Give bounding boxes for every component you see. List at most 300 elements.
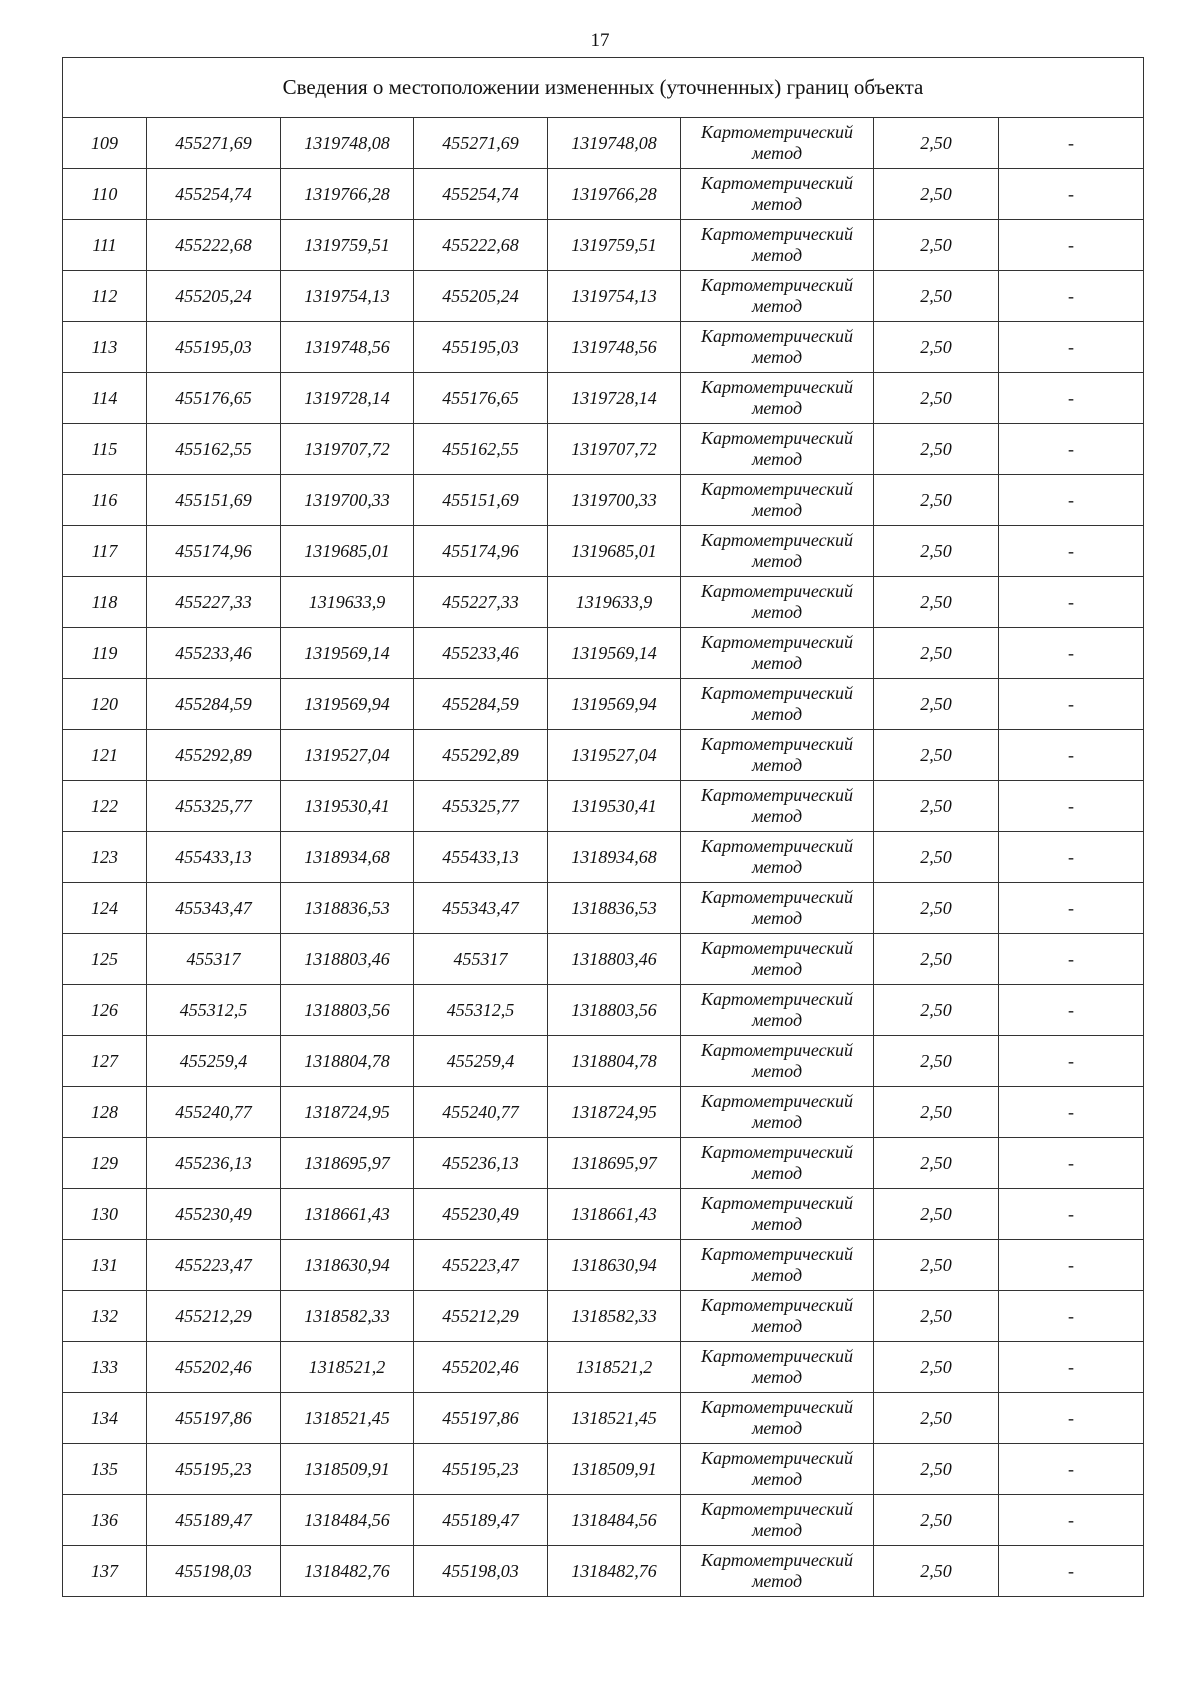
accuracy-cell: 2,50 [874, 526, 999, 577]
y-coordinate-cell: 1319700,33 [281, 475, 414, 526]
point-number-cell: 137 [63, 1546, 147, 1597]
accuracy-cell: 2,50 [874, 781, 999, 832]
table-row [63, 1189, 1144, 1240]
accuracy-cell: 2,50 [874, 1291, 999, 1342]
accuracy-cell: 2,50 [874, 1036, 999, 1087]
x-coordinate-refined-cell: 455240,77 [414, 1087, 548, 1138]
method-text: метод [751, 296, 803, 316]
y-coordinate-cell: 1318630,94 [281, 1240, 414, 1291]
x-coordinate-refined-cell: 455254,74 [414, 169, 548, 220]
x-coordinate-cell: 455202,46 [147, 1342, 281, 1393]
note-cell: - [999, 271, 1144, 322]
method-cell [681, 1342, 874, 1393]
boundary-coordinates-table [62, 57, 1144, 1597]
method-text: метод [751, 908, 803, 928]
y-coordinate-refined-cell: 1318582,33 [548, 1291, 681, 1342]
accuracy-cell: 2,50 [874, 1342, 999, 1393]
method-text: метод [751, 1367, 803, 1387]
accuracy-cell: 2,50 [874, 1546, 999, 1597]
method-text: Картометрический [700, 785, 853, 805]
method-text: Картометрический [700, 683, 853, 703]
point-number-cell: 129 [63, 1138, 147, 1189]
note-cell: - [999, 118, 1144, 169]
table-row [63, 1036, 1144, 1087]
method-text: метод [751, 500, 803, 520]
method-cell [681, 169, 874, 220]
y-coordinate-refined-cell: 1319754,13 [548, 271, 681, 322]
method-text: Картометрический [700, 581, 853, 601]
y-coordinate-cell: 1319685,01 [281, 526, 414, 577]
x-coordinate-cell: 455205,24 [147, 271, 281, 322]
point-number-cell: 111 [63, 220, 147, 271]
y-coordinate-cell: 1319569,94 [281, 679, 414, 730]
method-cell [681, 1393, 874, 1444]
table-row [63, 730, 1144, 781]
y-coordinate-cell: 1319527,04 [281, 730, 414, 781]
table-row [63, 628, 1144, 679]
accuracy-cell: 2,50 [874, 1393, 999, 1444]
table-row [63, 832, 1144, 883]
note-cell: - [999, 424, 1144, 475]
x-coordinate-refined-cell: 455151,69 [414, 475, 548, 526]
method-cell [681, 1087, 874, 1138]
x-coordinate-cell: 455230,49 [147, 1189, 281, 1240]
method-cell [681, 220, 874, 271]
method-text: метод [751, 143, 803, 163]
method-cell [681, 271, 874, 322]
point-number-cell: 126 [63, 985, 147, 1036]
y-coordinate-cell: 1319569,14 [281, 628, 414, 679]
x-coordinate-refined-cell: 455312,5 [414, 985, 548, 1036]
method-cell [681, 628, 874, 679]
method-cell [681, 424, 874, 475]
y-coordinate-refined-cell: 1319527,04 [548, 730, 681, 781]
y-coordinate-refined-cell: 1319728,14 [548, 373, 681, 424]
y-coordinate-cell: 1319759,51 [281, 220, 414, 271]
y-coordinate-cell: 1318484,56 [281, 1495, 414, 1546]
point-number-cell: 132 [63, 1291, 147, 1342]
method-cell [681, 373, 874, 424]
y-coordinate-refined-cell: 1319569,14 [548, 628, 681, 679]
method-cell [681, 526, 874, 577]
y-coordinate-cell: 1318724,95 [281, 1087, 414, 1138]
point-number-cell: 116 [63, 475, 147, 526]
method-text: метод [751, 857, 803, 877]
method-cell [681, 679, 874, 730]
accuracy-cell: 2,50 [874, 883, 999, 934]
method-text: Картометрический [700, 1550, 853, 1570]
y-coordinate-refined-cell: 1318630,94 [548, 1240, 681, 1291]
method-text: Картометрический [700, 887, 853, 907]
x-coordinate-refined-cell: 455189,47 [414, 1495, 548, 1546]
accuracy-cell: 2,50 [874, 577, 999, 628]
note-cell: - [999, 1240, 1144, 1291]
note-cell: - [999, 679, 1144, 730]
point-number-cell: 118 [63, 577, 147, 628]
method-text: метод [751, 959, 803, 979]
y-coordinate-refined-cell: 1319707,72 [548, 424, 681, 475]
x-coordinate-cell: 455176,65 [147, 373, 281, 424]
method-cell [681, 322, 874, 373]
method-cell [681, 1036, 874, 1087]
table-row [63, 424, 1144, 475]
y-coordinate-refined-cell: 1319569,94 [548, 679, 681, 730]
x-coordinate-refined-cell: 455176,65 [414, 373, 548, 424]
y-coordinate-refined-cell: 1318803,46 [548, 934, 681, 985]
accuracy-cell: 2,50 [874, 475, 999, 526]
x-coordinate-refined-cell: 455271,69 [414, 118, 548, 169]
x-coordinate-refined-cell: 455233,46 [414, 628, 548, 679]
table-row [63, 220, 1144, 271]
note-cell: - [999, 1495, 1144, 1546]
x-coordinate-refined-cell: 455292,89 [414, 730, 548, 781]
method-text: метод [751, 1469, 803, 1489]
note-cell: - [999, 1291, 1144, 1342]
note-cell: - [999, 832, 1144, 883]
y-coordinate-cell: 1318836,53 [281, 883, 414, 934]
method-cell [681, 1444, 874, 1495]
y-coordinate-refined-cell: 1319700,33 [548, 475, 681, 526]
point-number-cell: 136 [63, 1495, 147, 1546]
method-text: метод [751, 1214, 803, 1234]
table-row [63, 1291, 1144, 1342]
note-cell: - [999, 1138, 1144, 1189]
y-coordinate-cell: 1318695,97 [281, 1138, 414, 1189]
x-coordinate-cell: 455212,29 [147, 1291, 281, 1342]
table-row [63, 1495, 1144, 1546]
y-coordinate-refined-cell: 1319685,01 [548, 526, 681, 577]
y-coordinate-refined-cell: 1318803,56 [548, 985, 681, 1036]
point-number-cell: 109 [63, 118, 147, 169]
method-cell [681, 985, 874, 1036]
method-text: метод [751, 1316, 803, 1336]
y-coordinate-cell: 1318509,91 [281, 1444, 414, 1495]
method-text: Картометрический [700, 275, 853, 295]
note-cell: - [999, 985, 1144, 1036]
table-title: Сведения о местоположении измененных (уточненных) границ объекта [63, 58, 1144, 118]
table-row [63, 781, 1144, 832]
method-text: Картометрический [700, 938, 853, 958]
table-row [63, 1087, 1144, 1138]
y-coordinate-refined-cell: 1318484,56 [548, 1495, 681, 1546]
method-cell [681, 577, 874, 628]
accuracy-cell: 2,50 [874, 1495, 999, 1546]
point-number-cell: 135 [63, 1444, 147, 1495]
table-row [63, 526, 1144, 577]
y-coordinate-cell: 1319748,08 [281, 118, 414, 169]
y-coordinate-refined-cell: 1318521,2 [548, 1342, 681, 1393]
x-coordinate-refined-cell: 455433,13 [414, 832, 548, 883]
y-coordinate-cell: 1318521,2 [281, 1342, 414, 1393]
x-coordinate-cell: 455292,89 [147, 730, 281, 781]
method-cell [681, 1546, 874, 1597]
method-text: Картометрический [700, 1193, 853, 1213]
y-coordinate-cell: 1319766,28 [281, 169, 414, 220]
method-text: Картометрический [700, 428, 853, 448]
y-coordinate-refined-cell: 1319748,08 [548, 118, 681, 169]
y-coordinate-refined-cell: 1318521,45 [548, 1393, 681, 1444]
method-text: Картометрический [700, 122, 853, 142]
note-cell: - [999, 322, 1144, 373]
accuracy-cell: 2,50 [874, 1087, 999, 1138]
y-coordinate-cell: 1318934,68 [281, 832, 414, 883]
note-cell: - [999, 169, 1144, 220]
table-row [63, 271, 1144, 322]
y-coordinate-refined-cell: 1319748,56 [548, 322, 681, 373]
accuracy-cell: 2,50 [874, 832, 999, 883]
method-text: Картометрический [700, 989, 853, 1009]
accuracy-cell: 2,50 [874, 118, 999, 169]
method-text: метод [751, 602, 803, 622]
table-row [63, 373, 1144, 424]
y-coordinate-cell: 1319707,72 [281, 424, 414, 475]
method-cell [681, 883, 874, 934]
x-coordinate-cell: 455233,46 [147, 628, 281, 679]
table-title-row [63, 58, 1144, 118]
point-number-cell: 123 [63, 832, 147, 883]
accuracy-cell: 2,50 [874, 985, 999, 1036]
method-text: метод [751, 653, 803, 673]
x-coordinate-refined-cell: 455195,23 [414, 1444, 548, 1495]
point-number-cell: 113 [63, 322, 147, 373]
point-number-cell: 112 [63, 271, 147, 322]
y-coordinate-refined-cell: 1318661,43 [548, 1189, 681, 1240]
x-coordinate-cell: 455325,77 [147, 781, 281, 832]
accuracy-cell: 2,50 [874, 1444, 999, 1495]
accuracy-cell: 2,50 [874, 220, 999, 271]
x-coordinate-refined-cell: 455223,47 [414, 1240, 548, 1291]
method-text: метод [751, 1010, 803, 1030]
note-cell: - [999, 1546, 1144, 1597]
note-cell: - [999, 1342, 1144, 1393]
page-number: 17 [590, 30, 610, 51]
note-cell: - [999, 577, 1144, 628]
y-coordinate-cell: 1318482,76 [281, 1546, 414, 1597]
y-coordinate-refined-cell: 1319766,28 [548, 169, 681, 220]
point-number-cell: 120 [63, 679, 147, 730]
method-text: Картометрический [700, 1091, 853, 1111]
accuracy-cell: 2,50 [874, 1240, 999, 1291]
y-coordinate-cell: 1319728,14 [281, 373, 414, 424]
x-coordinate-cell: 455240,77 [147, 1087, 281, 1138]
point-number-cell: 122 [63, 781, 147, 832]
note-cell: - [999, 475, 1144, 526]
table-row [63, 1444, 1144, 1495]
method-text: Картометрический [700, 1346, 853, 1366]
y-coordinate-cell: 1319748,56 [281, 322, 414, 373]
y-coordinate-cell: 1318803,56 [281, 985, 414, 1036]
table-row [63, 1546, 1144, 1597]
method-cell [681, 730, 874, 781]
x-coordinate-cell: 455271,69 [147, 118, 281, 169]
x-coordinate-cell: 455317 [147, 934, 281, 985]
note-cell: - [999, 1087, 1144, 1138]
point-number-cell: 114 [63, 373, 147, 424]
x-coordinate-cell: 455195,03 [147, 322, 281, 373]
point-number-cell: 117 [63, 526, 147, 577]
point-number-cell: 115 [63, 424, 147, 475]
point-number-cell: 127 [63, 1036, 147, 1087]
x-coordinate-refined-cell: 455205,24 [414, 271, 548, 322]
table-row [63, 118, 1144, 169]
point-number-cell: 110 [63, 169, 147, 220]
method-text: метод [751, 449, 803, 469]
table-row [63, 475, 1144, 526]
x-coordinate-cell: 455223,47 [147, 1240, 281, 1291]
method-text: метод [751, 704, 803, 724]
method-text: Картометрический [700, 632, 853, 652]
point-number-cell: 124 [63, 883, 147, 934]
note-cell: - [999, 1189, 1144, 1240]
point-number-cell: 131 [63, 1240, 147, 1291]
method-text: Картометрический [700, 530, 853, 550]
point-number-cell: 134 [63, 1393, 147, 1444]
x-coordinate-cell: 455174,96 [147, 526, 281, 577]
note-cell: - [999, 220, 1144, 271]
x-coordinate-cell: 455254,74 [147, 169, 281, 220]
x-coordinate-cell: 455222,68 [147, 220, 281, 271]
accuracy-cell: 2,50 [874, 934, 999, 985]
x-coordinate-cell: 455189,47 [147, 1495, 281, 1546]
method-text: метод [751, 398, 803, 418]
table-row [63, 169, 1144, 220]
accuracy-cell: 2,50 [874, 1138, 999, 1189]
accuracy-cell: 2,50 [874, 1189, 999, 1240]
note-cell: - [999, 730, 1144, 781]
x-coordinate-refined-cell: 455195,03 [414, 322, 548, 373]
method-text: Картометрический [700, 377, 853, 397]
method-text: Картометрический [700, 734, 853, 754]
accuracy-cell: 2,50 [874, 628, 999, 679]
method-text: метод [751, 1163, 803, 1183]
x-coordinate-refined-cell: 455317 [414, 934, 548, 985]
table-row [63, 679, 1144, 730]
method-cell [681, 475, 874, 526]
y-coordinate-refined-cell: 1318695,97 [548, 1138, 681, 1189]
y-coordinate-refined-cell: 1318934,68 [548, 832, 681, 883]
method-text: метод [751, 1418, 803, 1438]
y-coordinate-cell: 1319754,13 [281, 271, 414, 322]
y-coordinate-refined-cell: 1319633,9 [548, 577, 681, 628]
note-cell: - [999, 628, 1144, 679]
x-coordinate-refined-cell: 455162,55 [414, 424, 548, 475]
y-coordinate-cell: 1319530,41 [281, 781, 414, 832]
y-coordinate-cell: 1319633,9 [281, 577, 414, 628]
method-text: метод [751, 1571, 803, 1591]
x-coordinate-cell: 455195,23 [147, 1444, 281, 1495]
table-row [63, 1342, 1144, 1393]
x-coordinate-refined-cell: 455343,47 [414, 883, 548, 934]
x-coordinate-refined-cell: 455197,86 [414, 1393, 548, 1444]
x-coordinate-refined-cell: 455202,46 [414, 1342, 548, 1393]
x-coordinate-cell: 455259,4 [147, 1036, 281, 1087]
x-coordinate-cell: 455284,59 [147, 679, 281, 730]
x-coordinate-refined-cell: 455230,49 [414, 1189, 548, 1240]
x-coordinate-refined-cell: 455236,13 [414, 1138, 548, 1189]
method-cell [681, 934, 874, 985]
x-coordinate-refined-cell: 455222,68 [414, 220, 548, 271]
accuracy-cell: 2,50 [874, 679, 999, 730]
method-text: Картометрический [700, 1448, 853, 1468]
method-text: Картометрический [700, 1499, 853, 1519]
x-coordinate-cell: 455343,47 [147, 883, 281, 934]
method-text: метод [751, 1520, 803, 1540]
note-cell: - [999, 883, 1144, 934]
note-cell: - [999, 1393, 1144, 1444]
accuracy-cell: 2,50 [874, 373, 999, 424]
method-text: Картометрический [700, 173, 853, 193]
point-number-cell: 133 [63, 1342, 147, 1393]
x-coordinate-cell: 455198,03 [147, 1546, 281, 1597]
method-text: метод [751, 347, 803, 367]
method-text: метод [751, 1112, 803, 1132]
y-coordinate-refined-cell: 1319759,51 [548, 220, 681, 271]
table-row [63, 934, 1144, 985]
x-coordinate-refined-cell: 455325,77 [414, 781, 548, 832]
method-text: метод [751, 1061, 803, 1081]
accuracy-cell: 2,50 [874, 169, 999, 220]
y-coordinate-cell: 1318582,33 [281, 1291, 414, 1342]
x-coordinate-refined-cell: 455174,96 [414, 526, 548, 577]
point-number-cell: 128 [63, 1087, 147, 1138]
method-text: Картометрический [700, 1397, 853, 1417]
method-text: Картометрический [700, 1295, 853, 1315]
x-coordinate-refined-cell: 455212,29 [414, 1291, 548, 1342]
method-text: Картометрический [700, 224, 853, 244]
note-cell: - [999, 373, 1144, 424]
method-cell [681, 1291, 874, 1342]
point-number-cell: 125 [63, 934, 147, 985]
method-cell [681, 118, 874, 169]
y-coordinate-cell: 1318803,46 [281, 934, 414, 985]
point-number-cell: 121 [63, 730, 147, 781]
point-number-cell: 130 [63, 1189, 147, 1240]
x-coordinate-cell: 455236,13 [147, 1138, 281, 1189]
table-row [63, 1138, 1144, 1189]
x-coordinate-cell: 455197,86 [147, 1393, 281, 1444]
x-coordinate-refined-cell: 455259,4 [414, 1036, 548, 1087]
method-cell [681, 832, 874, 883]
table-row [63, 322, 1144, 373]
method-text: метод [751, 806, 803, 826]
accuracy-cell: 2,50 [874, 322, 999, 373]
note-cell: - [999, 1036, 1144, 1087]
table-row [63, 883, 1144, 934]
table-row [63, 985, 1144, 1036]
method-cell [681, 1495, 874, 1546]
method-cell [681, 1138, 874, 1189]
table-row [63, 577, 1144, 628]
accuracy-cell: 2,50 [874, 424, 999, 475]
method-text: Картометрический [700, 479, 853, 499]
y-coordinate-cell: 1318521,45 [281, 1393, 414, 1444]
note-cell: - [999, 526, 1144, 577]
x-coordinate-cell: 455312,5 [147, 985, 281, 1036]
method-cell [681, 1240, 874, 1291]
y-coordinate-refined-cell: 1318724,95 [548, 1087, 681, 1138]
table-row [63, 1240, 1144, 1291]
method-text: Картометрический [700, 1142, 853, 1162]
method-text: Картометрический [700, 1040, 853, 1060]
y-coordinate-refined-cell: 1318509,91 [548, 1444, 681, 1495]
point-number-cell: 119 [63, 628, 147, 679]
method-text: метод [751, 755, 803, 775]
note-cell: - [999, 781, 1144, 832]
method-text: метод [751, 551, 803, 571]
method-text: Картометрический [700, 836, 853, 856]
x-coordinate-cell: 455162,55 [147, 424, 281, 475]
x-coordinate-cell: 455151,69 [147, 475, 281, 526]
